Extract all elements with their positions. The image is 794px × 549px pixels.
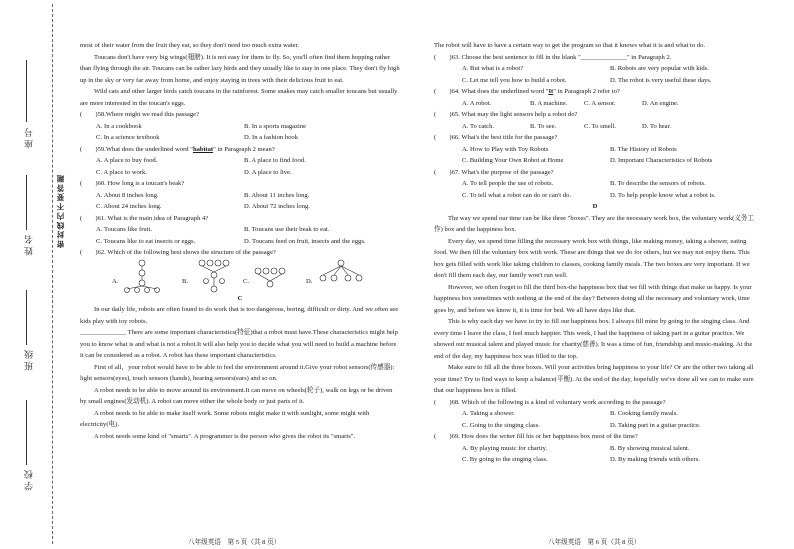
question-68: ( )68. Which of the following is a kind of voluntary work according to the passage? [434,398,666,406]
question-64: ( )64. What does the underlined word "It" in Paragraph 2 refer to? [434,88,620,95]
option-62b[interactable]: B. [182,277,189,285]
passage-paragraph: Toucans don't have very big wings(翅膀). It is not easy for them to fly. So, you'll often find them hopping rather than flying through the air. Toucans can be rather lazy birds and they usually like to stay in one place. They don't fly high up in the sky or very far away from home, and enjoy staying in trees with their delicious fruit to eat. [80,53,400,84]
passage-paragraph: However, we often forget to fill the third box-the happiness box that we fill with things that make us happy. Is your happiness box sometimes with nothing at the end of the day? Between doing all the necessary and voluntary work, time goes by, and before we know it, it is time for bed. We all have days like that. [434,283,752,314]
option-59c[interactable]: C. A place to work. [96,168,147,176]
option-63a[interactable]: A. But what is a robot? [462,65,524,72]
section-d-heading: D [592,203,598,210]
seat-field[interactable] [26,60,27,122]
option-60d[interactable]: D. About 72 inches long. [244,203,310,210]
option-67b[interactable]: B. To describe the sensors of robots. [610,180,706,187]
option-66b[interactable]: B. The History of Robots [610,145,677,153]
question-63: ( )63. Choose the best sentence to fill in the blank "______________" in Paragraph 2. [434,53,672,61]
seal-line [52,4,53,544]
passage-paragraph: ______________ There are some important characteristics(特征)that a robot must have.These characteristics might help you to know what is and what is not a robot.It will also help you to decide what you will need to build a machine before it can be considered as a robot. A robot has these important characteristics. [80,329,398,359]
question-66: ( )66. What's the best title for the passage? [434,134,558,141]
option-58d[interactable]: D. In a fashion book [244,134,299,141]
option-67c[interactable]: C. To tell what a robot can do or can't do. [462,191,572,199]
option-68c[interactable]: C. Going to the singing class. [462,421,540,429]
passage-paragraph: This is why each day we have to try to fill our happiness box. I always fill mine by going to the singing class. And every time I leave the class, I feel much happier. This week, I had the happiness of taking part in a guitar practice. We showed our musical talent and played music for charity(慈善). It was a time of fun, friendship and music-making. At the end of the day, my happiness box was filled to the top. [434,318,753,360]
seal-warning: 密 封 线 内 不 要 答 题 [56,175,65,249]
option-62a[interactable]: A. [112,277,119,285]
option-64c[interactable]: C. A sensor. [584,99,616,107]
question-59: ( )59.What does the underlined word "habitat" in Paragraph 2 mean? [80,145,275,153]
option-58a[interactable]: A. In a cookbook [96,122,142,130]
class-field[interactable] [26,290,27,345]
option-59b[interactable]: B. A place to find food. [244,157,306,164]
question-60: ( )60. How long is a toucan's beak? [80,180,185,187]
option-65c[interactable]: C. To smell. [584,122,617,130]
question-62: ( )62. Which of the following best shows the structure of the passage? [80,249,276,256]
option-65d[interactable]: D. To hear. [642,122,672,130]
question-65: ( )65. What may the light sensors help a robot do? [434,111,578,118]
option-59a[interactable]: A. A place to buy food. [96,157,158,164]
option-68b[interactable]: B. Cooking family meals. [610,410,678,417]
passage-paragraph: Every day, we spend time filling the necessary work box with things, like making money, taking a shower, eating food. We then fill the voluntary box with work. These are things that we do for others, but we may not enjoy them. This box gets filled with work like taking children to classes, cooking family meals. The two boxes are very important. If we don't fill them each day, our family won't run well. [434,237,750,279]
passage-line: The robot will have to have a certain way to get the program so that it knows what it is and what to do. [434,42,706,49]
passage-paragraph: A robot needs to be able to make itself work. Some robots might make it with sunlight, some might with electricity(电). [80,409,370,428]
option-60c[interactable]: C. About 24 inches long. [96,203,162,210]
option-64b[interactable]: B. A machine. [530,99,568,107]
school-label: 学 校 [24,470,34,491]
page-footer-left: 八年级英语 第 5 页（共 8 页） [188,539,281,546]
passage-paragraph: A robot needs to be able to move around its environment.It can move on wheels(轮子), walk on legs or be driven by small engines(发动机). A robot can move either the whole body or just parts of it. [80,386,393,405]
option-64a[interactable]: A. A robot. [462,99,492,107]
option-65a[interactable]: A. To catch. [462,122,495,130]
option-68a[interactable]: A. Taking a shower. [462,410,515,417]
option-61a[interactable]: A. Toucans like fruit. [96,226,153,233]
seat-label: 座 号 [24,128,34,149]
option-69b[interactable]: B. By showing musical talent. [610,444,690,452]
option-65b[interactable]: B. To see. [530,122,557,130]
school-field[interactable] [26,400,27,465]
underlined-word: It [548,88,554,95]
passage-paragraph: First of all，your robot would have to be able to feel the environment around it.Give your robot sensors(传感器): light sensors(eyes), touch sensors (hands), hearing sensors(ears) and so on. [80,363,395,382]
diagram-d [316,259,366,293]
class-label: 班 级 [24,350,34,371]
option-60a[interactable]: A. About 8 inches long. [96,191,159,199]
diagram-a [122,259,166,293]
option-68d[interactable]: D. Taking part in a guitar practice. [610,421,701,429]
question-61: ( )61. What is the main idea of Paragraph 4? [80,214,209,222]
option-66a[interactable]: A. How to Play with Toy Robots [462,145,549,153]
passage-paragraph: Make sure to fill all the three boxes. Will your activities bring happiness to your life? Or are the other two taking all your time? Try to find ways to keep a balance(平衡). At the end of the day, hopefully we've done all we can to make sure that our happiness box is filled. [434,364,754,394]
option-58c[interactable]: C. In a science textbook [96,134,160,141]
structure-diagrams [80,259,400,293]
left-column [80,40,400,442]
option-63d[interactable]: D. The robot is very useful these days. [610,76,712,84]
option-67a[interactable]: A. To tell people the use of robots. [462,180,554,187]
question-69: ( )69. How does the writer fill his or her happiness box most of the time? [434,433,638,440]
option-59d[interactable]: D. A place to live. [244,168,292,176]
option-62d[interactable]: D. [306,277,313,285]
section-c-heading: C [237,294,243,302]
option-58b[interactable]: B. In a sports magazine [244,122,307,130]
diagram-c [252,259,296,293]
option-60b[interactable]: B. About 11 inches long. [244,191,310,199]
passage-paragraph: The way we spend our time can be like three "boxes". They are the necessary work box, the voluntary work(义务工作) box and the happiness box. [434,214,755,233]
option-64d[interactable]: D. An engine. [642,99,679,107]
option-61c[interactable]: C. Toucans like to eat insects or eggs. [96,237,196,245]
question-58: ( )58.Where might we read this passage? [80,111,200,118]
option-62c[interactable]: C. [243,277,250,285]
passage-paragraph: In our daily life, robots are often found to do work that is too dangerous, boring, difficult or dirty. And we often see kids play with toy robots. [80,306,399,325]
option-63b[interactable]: B. Robots are very popular with kids. [610,65,709,72]
question-67: ( )67. What's the purpose of the passage? [434,168,554,176]
diagram-b [194,259,238,293]
page-footer-right: 八年级英语 第 6 页（共 8 页） [548,539,641,546]
passage-line: most of their water from the fruit they eat, so they don't need too much extra water. [80,42,300,49]
option-69a[interactable]: A. By playing music for charity. [462,444,548,452]
option-69c[interactable]: C. By going to the singing class. [462,456,548,463]
right-column [434,40,756,466]
option-61b[interactable]: B. Toucans use their beak to eat. [244,226,330,233]
binding-margin [0,0,65,549]
name-field[interactable] [26,175,27,230]
underlined-word: habitat [192,145,214,153]
option-61d[interactable]: D. Toucans feed on fruit, insects and the eggs. [244,237,366,245]
option-67d[interactable]: D. To help people know what a robot is. [610,191,716,199]
name-label: 姓 名 [24,235,34,256]
passage-paragraph: Wild cats and other larger birds catch toucans in the rainforest. Some snakes may catch smaller toucans but usually are more interested in the toucan's eggs. [80,88,398,107]
passage-paragraph: A robot needs some kind of "smarts". A programmer is the person who gives the robot its "smarts". [94,432,356,440]
option-69d[interactable]: D. By making friends with others. [610,456,700,463]
option-63c[interactable]: C. Let me tell you how to build a robot. [462,76,567,84]
option-66c[interactable]: C. Building Your Own Robot at Home [462,157,564,164]
option-66d[interactable]: D. Important Characteristics of Robots [610,157,713,164]
